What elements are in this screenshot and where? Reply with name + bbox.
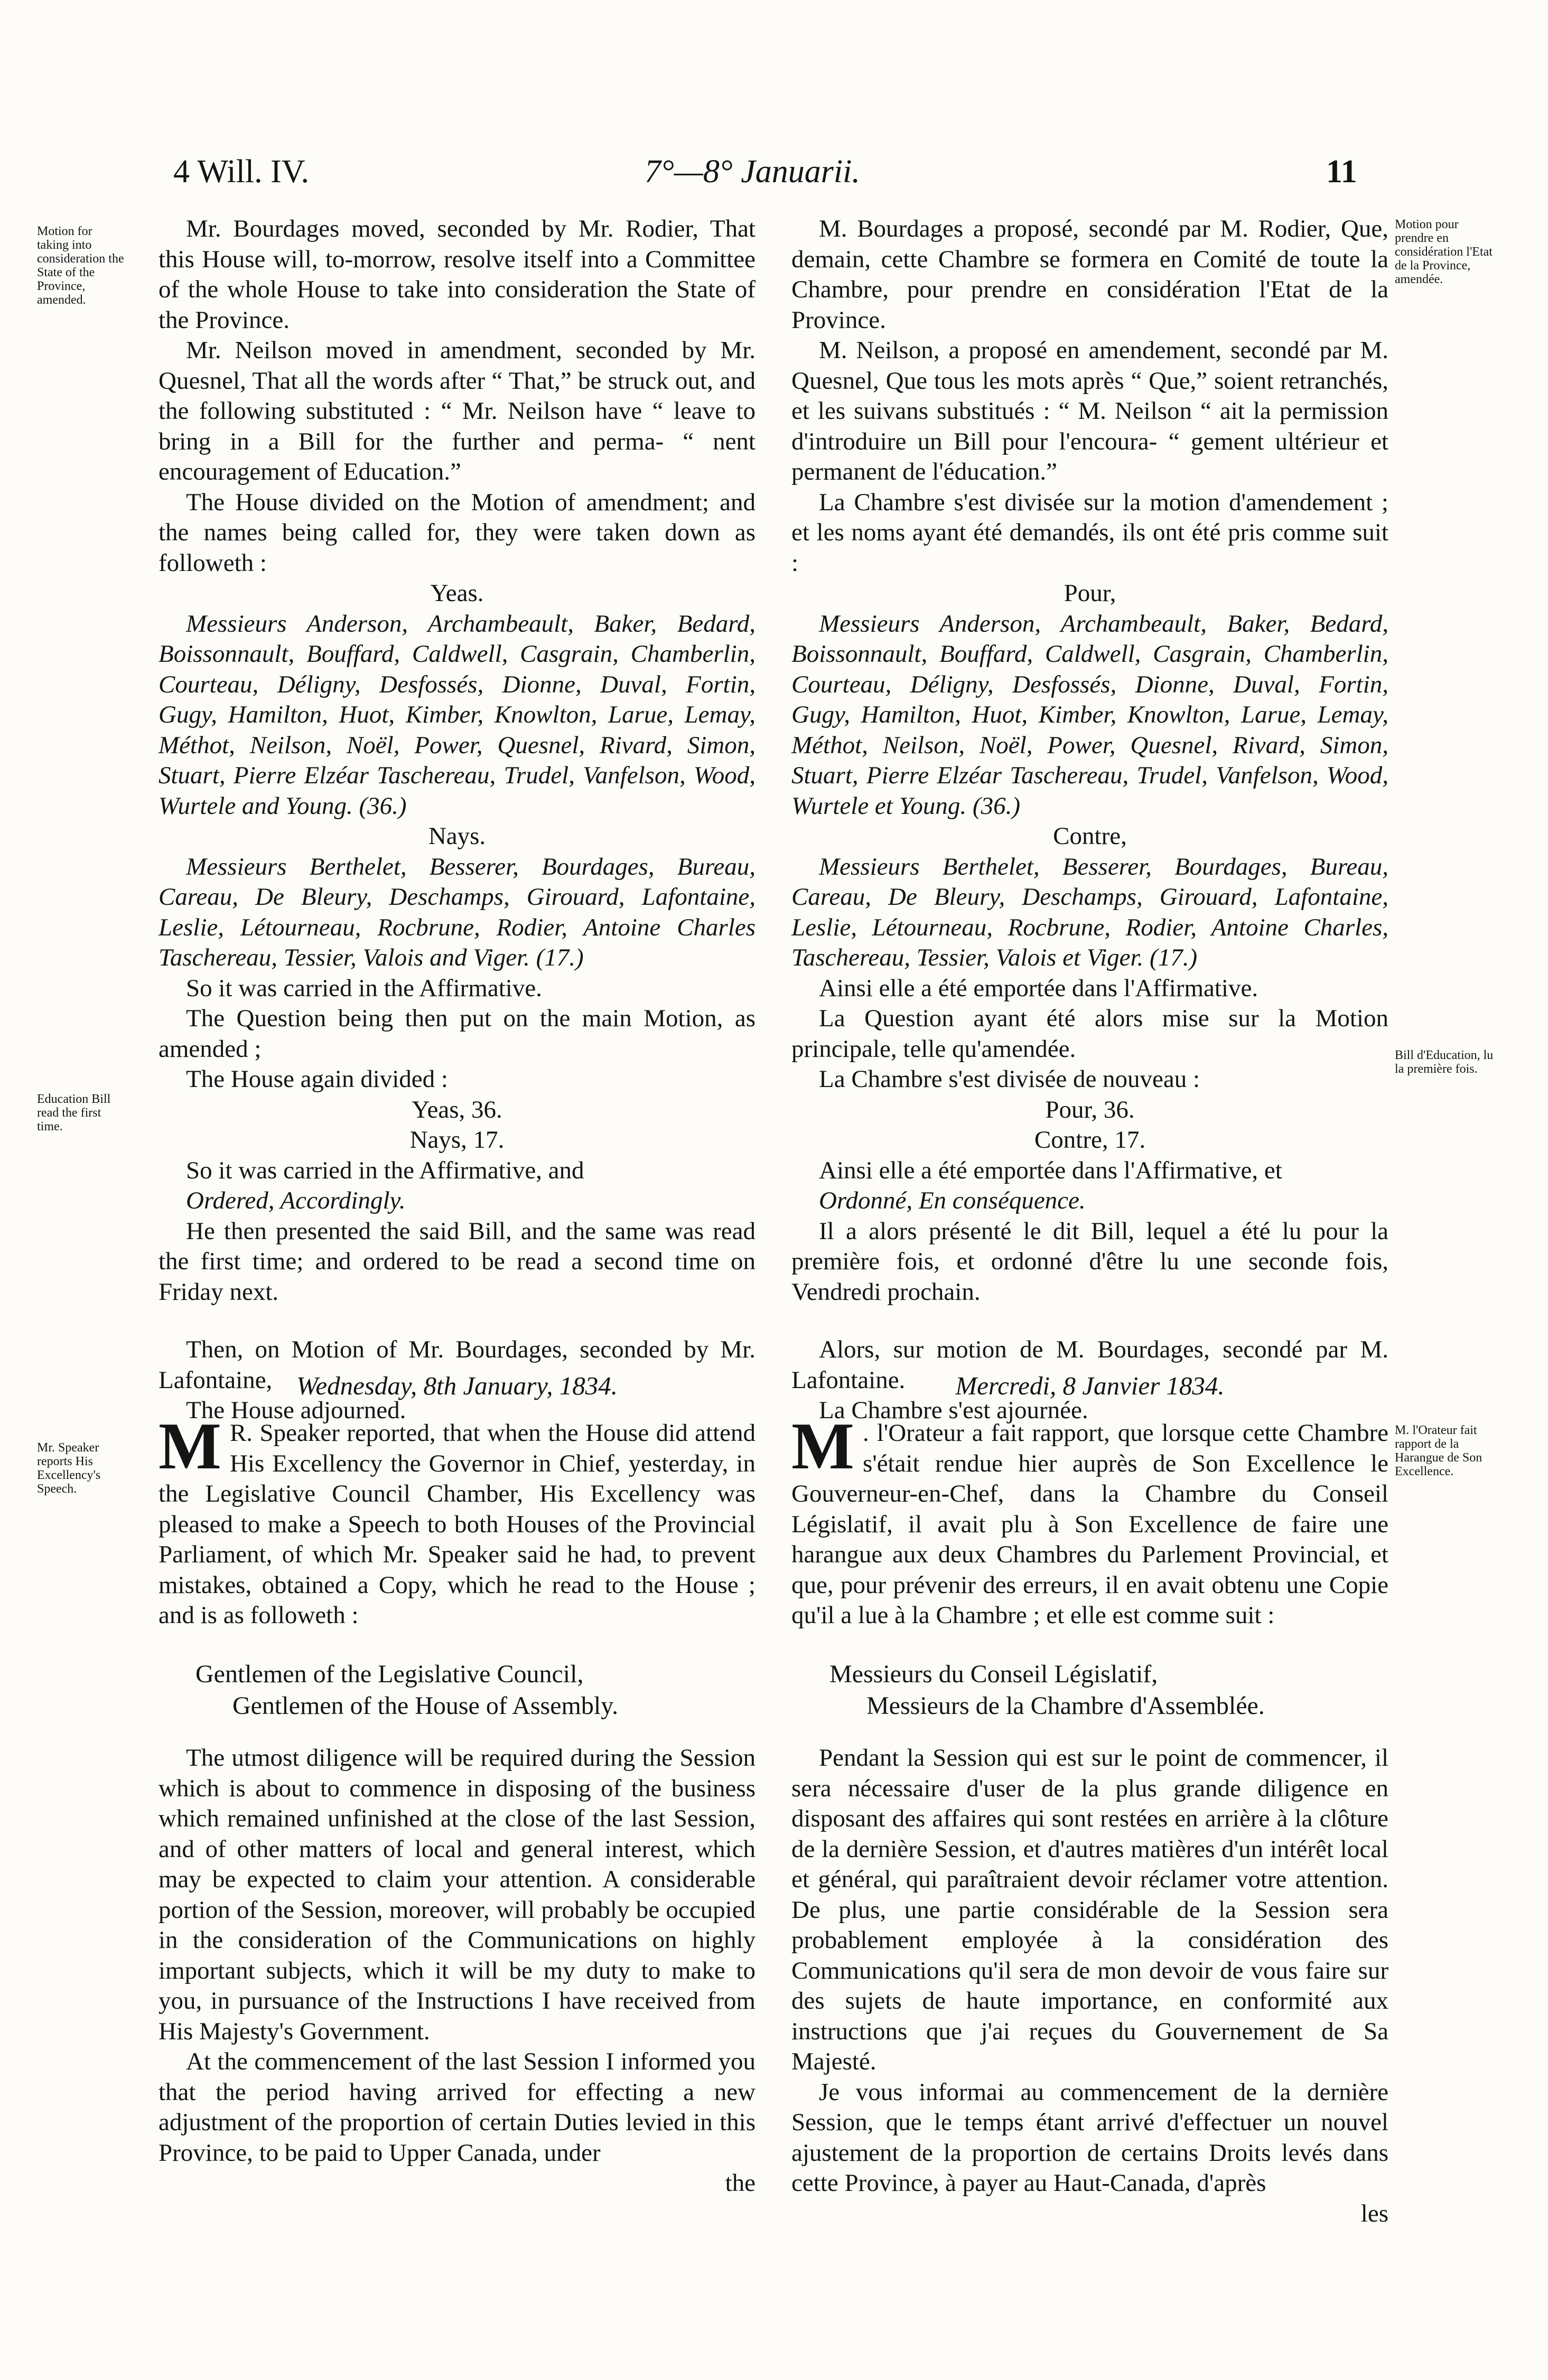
paragraph: La Chambre s'est divisée de nouveau :: [819, 1065, 1200, 1093]
paragraph: Mr. Bourdages moved, seconded by Mr. Rodier, That this House will, to-morrow, resolve itself into a Committee of the whole House to take into consideration the State of the Province.: [158, 215, 756, 334]
paragraph: La Chambre s'est divisée sur la motion d'amendement ; et les noms ayant été demandés, ils ont été pris comme suit :: [791, 488, 1388, 577]
paragraph: At the commencement of the last Session I informed you that the period having arrived for effecting a new adjustment of the proportion of certain Duties levied in this Province, to be paid to Upper Canada, under: [158, 2048, 756, 2167]
adresse-line-2: Messieurs de la Chambre d'Assemblée.: [866, 1692, 1265, 1720]
adresse-line-1: Messieurs du Conseil Législatif,: [829, 1660, 1158, 1688]
ordonne-line: Ordonné, En conséquence.: [819, 1187, 1086, 1214]
margin-note-motion-en: Motion for taking into consideration the State of the Province, amended.: [37, 224, 124, 307]
page-number: 11: [1326, 154, 1357, 190]
paragraph: Then, on Motion of Mr. Bourdages, seconded by Mr. Lafontaine,: [158, 1336, 756, 1394]
paragraph: The House divided on the Motion of amendment; and the names being called for, they were taken down as followeth :: [158, 488, 756, 577]
drop-cap: M: [158, 1410, 221, 1483]
margin-note-speech-fr: M. l'Orateur fait rapport de la Harangue de Son Excellence.: [1395, 1423, 1482, 1478]
contre-list: Messieurs Berthelet, Besserer, Bourdages, Bureau, Careau, De Bleury, Deschamps, Girouard, Lafontaine, Leslie, Létourneau, Rocbrune, Rodier, Antoine Charles, Taschereau, Tessier, Valois et Viger. (17.): [791, 852, 1388, 971]
french-speech-body: [791, 1743, 1388, 2229]
pour-count: Pour, 36.: [1045, 1095, 1135, 1123]
contre-heading: Contre,: [1053, 822, 1127, 850]
margin-note-motion-fr: Motion pour prendre en considération l'Etat de la Province, amendée.: [1395, 218, 1493, 286]
catchword: the: [725, 2169, 756, 2197]
section-date-en: Wednesday, 8th January, 1834.: [296, 1371, 618, 1400]
paragraph: The utmost diligence will be required during the Session which is about to commence in disposing of the business which remained unfinished at the close of the last Session, and of other matters of local and general interest, which may be expected to claim your attention. A considerable portion of the Session, moreover, will probably be occupied in the consideration of the Communications on highly important subjects, which it will be my duty to make to you, in pursuance of the Instructions I have received from His Majesty's Government.: [158, 1744, 756, 2045]
margin-note-bill-fr: Bill d'Education, lu la première fois.: [1395, 1048, 1494, 1076]
paragraph: The House again divided :: [186, 1065, 448, 1093]
pour-list: Messieurs Anderson, Archambeault, Baker, Bedard, Boissonnault, Bouffard, Caldwell, Casgrain, Chamberlin, Courteau, Déligny, Desfossés, Dionne, Duval, Fortin, Gugy, Hamilton, Huot, Kimber, Knowlton, Larue, Lemay, Méthot, Neilson, Noël, Power, Quesnel, Rivard, Simon, Stuart, Pierre Elzéar Taschereau, Trudel, Vanfelson, Wood, Wurtele et Young. (36.): [791, 610, 1388, 820]
running-head-date: 7°—8° Januarii.: [645, 154, 860, 190]
contre-count: Contre, 17.: [1034, 1126, 1146, 1154]
paragraph: Il a alors présenté le dit Bill, lequel a été lu pour la première fois, et ordonné d'être lu une seconde fois, Vendredi prochain.: [791, 1217, 1388, 1306]
paragraph: Alors, sur motion de M. Bourdages, secondé par M. Lafontaine.: [791, 1336, 1388, 1394]
paragraph: M. Bourdages a proposé, secondé par M. Rodier, Que, demain, cette Chambre se formera en Comité de toute la Chambre, pour prendre en considération l'Etat de la Province.: [791, 215, 1388, 334]
paragraph: Ainsi elle a été emportée dans l'Affirmative, et: [819, 1156, 1282, 1184]
paragraph: Mr. Neilson moved in amendment, seconded by Mr. Quesnel, That all the words after “ That,” be struck out, and the following substituted : “ Mr. Neilson have “ leave to bring in a Bill for the further and perma- “ nent encouragement of Education.”: [158, 336, 756, 485]
yeas-count: Yeas, 36.: [412, 1095, 502, 1123]
catchword: les: [1360, 2199, 1388, 2227]
english-proceedings: [158, 214, 756, 1426]
english-speech-body: [158, 1743, 756, 2199]
paragraph: The Question being then put on the main Motion, as amended ;: [158, 1005, 756, 1063]
paragraph: M . l'Orateur a fait rapport, que lorsque cette Chambre s'était rendue hier auprès de Son Excellence le Gouverneur-en-Chef, dans la Chambre du Conseil Législatif, il avait plu à Son Excellence de faire une harangue aux deux Chambres du Parlement Provincial, et que, pour prévenir des erreurs, il en avait obtenu une Copie qu'il a lue à la Chambre ; et elle est comme suit :: [791, 1410, 1388, 1629]
yeas-list: Messieurs Anderson, Archambeault, Baker, Bedard, Boissonnault, Bouffard, Caldwell, Casgrain, Chamberlin, Courteau, Déligny, Desfossés, Dionne, Duval, Fortin, Gugy, Hamilton, Huot, Kimber, Knowlton, Larue, Lemay, Méthot, Neilson, Noël, Power, Quesnel, Rivard, Simon, Stuart, Pierre Elzéar Taschereau, Trudel, Vanfelson, Wood, Wurtele and Young. (36.): [158, 610, 756, 820]
paragraph: La Question ayant été alors mise sur la Motion principale, telle qu'amendée.: [791, 1005, 1388, 1063]
address-line-1: Gentlemen of the Legislative Council,: [195, 1660, 584, 1688]
paragraph: Je vous informai au commencement de la dernière Session, que le temps étant arrivé d'effectuer un nouvel ajustement de la proportion de certains Droits levés dans cette Province, à payer au Haut-Canada, d'après: [791, 2078, 1388, 2197]
paragraph: Pendant la Session qui est sur le point de commencer, il sera nécessaire d'user de la plus grande diligence en disposant des affaires qui sont restées en arrière à la clôture de la dernière Session, et d'autres matières d'un intérêt local et général, qui paraîtraient devoir réclamer votre attention. De plus, une partie considérable de la Session sera probablement employée à la considération des Communications qu'il sera de mon devoir de vous faire sur des sujets de haute importance, en conformité aux instructions que j'ai reçues du Gouvernement de Sa Majesté.: [791, 1744, 1388, 2075]
french-proceedings: [791, 214, 1388, 1426]
paragraph: Ainsi elle a été emportée dans l'Affirmative.: [819, 974, 1258, 1002]
margin-note-bill-en: Education Bill read the first time.: [37, 1092, 111, 1133]
section-date-fr: Mercredi, 8 Janvier 1834.: [955, 1371, 1225, 1400]
nays-heading: Nays.: [428, 822, 486, 850]
paragraph: M R. Speaker reported, that when the House did attend His Excellency the Governor in Chief, yesterday, in the Legislative Council Chamber, His Excellency was pleased to make a Speech to both Houses of the Provincial Parliament, of which Mr. Speaker said he had, to prevent mistakes, obtained a Copy, which he read to the House ; and is as followeth :: [158, 1410, 756, 1629]
paragraph: So it was carried in the Affirmative.: [186, 974, 542, 1002]
running-head-left: 4 Will. IV.: [173, 154, 310, 190]
nays-list: Messieurs Berthelet, Besserer, Bourdages, Bureau, Careau, De Bleury, Deschamps, Girouard, Lafontaine, Leslie, Létourneau, Rocbrune, Rodier, Antoine Charles Taschereau, Tessier, Valois and Viger. (17.): [158, 852, 756, 971]
paragraph: He then presented the said Bill, and the same was read the first time; and ordered to be read a second time on Friday next.: [158, 1217, 756, 1306]
pour-heading: Pour,: [1064, 579, 1116, 607]
nays-count: Nays, 17.: [409, 1126, 505, 1154]
paragraph: So it was carried in the Affirmative, and: [186, 1156, 584, 1184]
ordered-line: Ordered, Accordingly.: [186, 1187, 406, 1214]
yeas-heading: Yeas.: [430, 579, 484, 607]
drop-cap: M: [791, 1410, 854, 1483]
ajournee-line: La Chambre s'est ajournée.: [819, 1397, 1088, 1424]
address-line-2: Gentlemen of the House of Assembly.: [232, 1692, 619, 1720]
margin-note-speech-en: Mr. Speaker reports His Excellency's Speech.: [37, 1441, 101, 1496]
paragraph: M. Neilson, a proposé en amendement, secondé par M. Quesnel, Que tous les mots après “ Que,” soient retranchés, et les suivans substitués : “ M. Neilson “ ait la permission d'introduire un Bill pour l'encoura- “ gement ultérieur et permanent de l'éducation.”: [791, 336, 1388, 485]
adjourned-line: The House adjourned.: [186, 1397, 406, 1424]
